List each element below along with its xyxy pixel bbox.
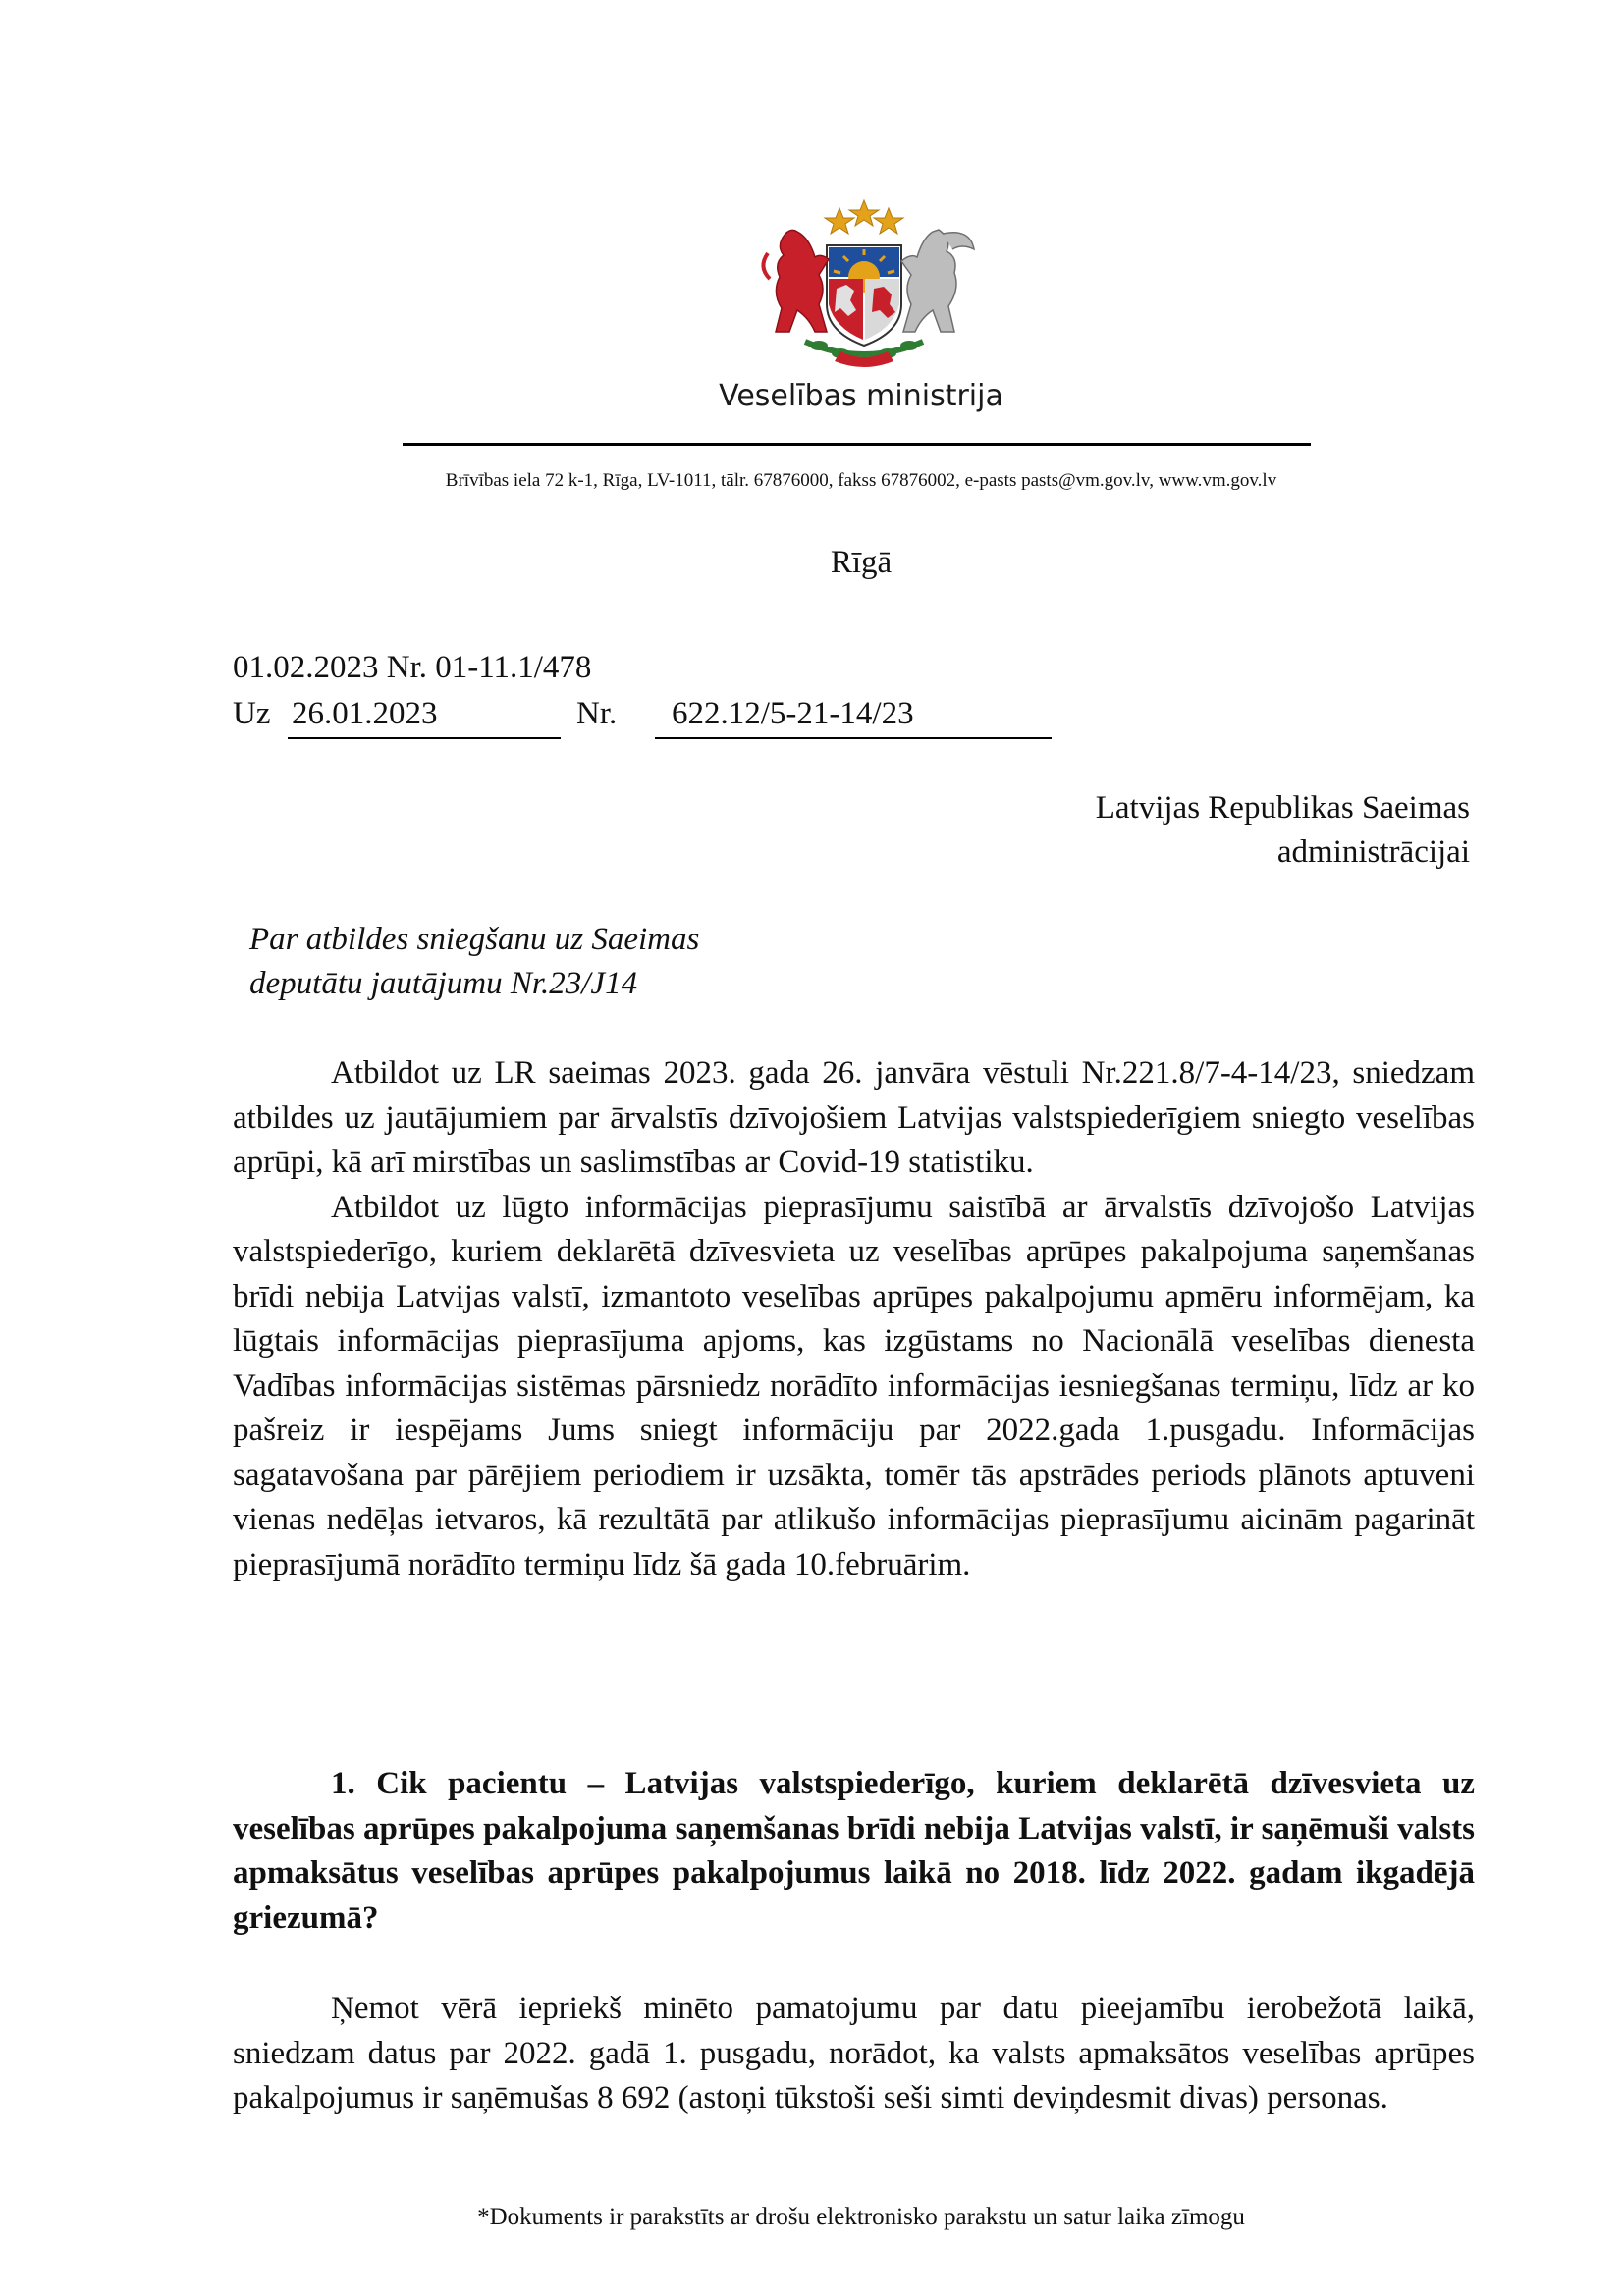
reference-date: 26.01.2023: [292, 696, 438, 731]
subject-line: deputātu jautājumu Nr.23/J14: [249, 966, 638, 1001]
reference-nr-label: Nr.: [576, 696, 618, 731]
signature-note: *Dokuments ir parakstīts ar drošu elektronisko parakstu un satur laika zīmogu: [477, 2204, 1245, 2230]
reference-uz-label: Uz: [233, 696, 271, 731]
reference-number-underline: [655, 737, 1052, 739]
letter-city: Rīgā: [830, 545, 893, 580]
ministry-address: Brīvības iela 72 k-1, Rīga, LV-1011, tālr. 67876000, fakss 67876002, e-pasts pasts@vm.gov.lv, www.vm.gov.lv: [445, 470, 1277, 491]
letter-subject: [249, 918, 699, 1006]
registration-number: 01.02.2023 Nr. 01-11.1/478: [233, 650, 592, 685]
coat-of-arms-emblem: [746, 194, 982, 371]
recipient-block: [884, 786, 1470, 875]
subject-line: Par atbildes sniegšanu uz Saeimas: [249, 922, 700, 957]
question-heading: [233, 1762, 1475, 1941]
body-paragraph: Atbildot uz lūgto informācijas pieprasījumu saistībā ar ārvalstīs dzīvojošo Latvijas valstspiederīgo, kuriem deklarētā dzīvesvieta uz veselības aprūpes pakalpojuma saņemšanas brīdi nebija Latvijas valstī, izmantoto veselības aprūpes pakalpojumu apmēru informējam, ka lūgtais informācijas pieprasījuma apjoms, kas izgūstams no Nacionālā veselības dienesta Vadības informācijas sistēmas pārsniedz norādīto informācijas iesniegšanas termiņu, līdz ar ko pašreiz ir iespējams Jums sniegt informāciju par 2022.gada 1.pusgadu. Informācijas sagatavošana par pārējiem periodiem ir uzsākta, tomēr tās apstrādes periods plānots aptuveni vienas nedēļas ietvaros, kā rezultātā par atlikušo informācijas pieprasījumu aicinām pagarināt pieprasījumā norādīto termiņu līdz šā gada 10.februārim.: [233, 1189, 1475, 1582]
header-divider: [403, 443, 1311, 446]
answer-paragraph: Ņemot vērā iepriekš minēto pamatojumu par datu pieejamību ierobežotā laikā, sniedzam datus par 2022. gadā 1. pusgadu, norādot, ka valsts apmaksātos veselības aprūpes pakalpojumus ir saņēmušas 8 692 (astoņi tūkstoši seši simti deviņdesmit divas) personas.: [233, 1991, 1475, 2115]
recipient-line: administrācijai: [1276, 834, 1470, 870]
letter-body: [233, 1051, 1475, 1587]
question-paragraph: 1. Cik pacientu – Latvijas valstspiederīgo, kuriem deklarētā dzīvesvieta uz veselības aprūpes pakalpojuma saņemšanas brīdi nebija Latvijas valstī, ir saņēmuši valsts apmaksātus veselības aprūpes pakalpojumus laikā no 2018. līdz 2022. gadam ikgadējā griezumā?: [233, 1766, 1475, 1936]
ministry-name: Veselības ministrija: [719, 379, 1003, 413]
reference-date-underline: [288, 737, 561, 739]
answer-block: [233, 1987, 1475, 2121]
reference-number: 622.12/5-21-14/23: [672, 696, 914, 731]
body-paragraph: Atbildot uz LR saeimas 2023. gada 26. janvāra vēstuli Nr.221.8/7-4-14/23, sniedzam atbildes uz jautājumiem par ārvalstīs dzīvojošiem Latvijas valstspiederīgiem sniegto veselības aprūpi, kā arī mirstības un saslimstības ar Covid-19 statistiku.: [233, 1055, 1475, 1180]
recipient-line: Latvijas Republikas Saeimas: [1095, 790, 1470, 826]
reference-line: [233, 696, 1116, 737]
